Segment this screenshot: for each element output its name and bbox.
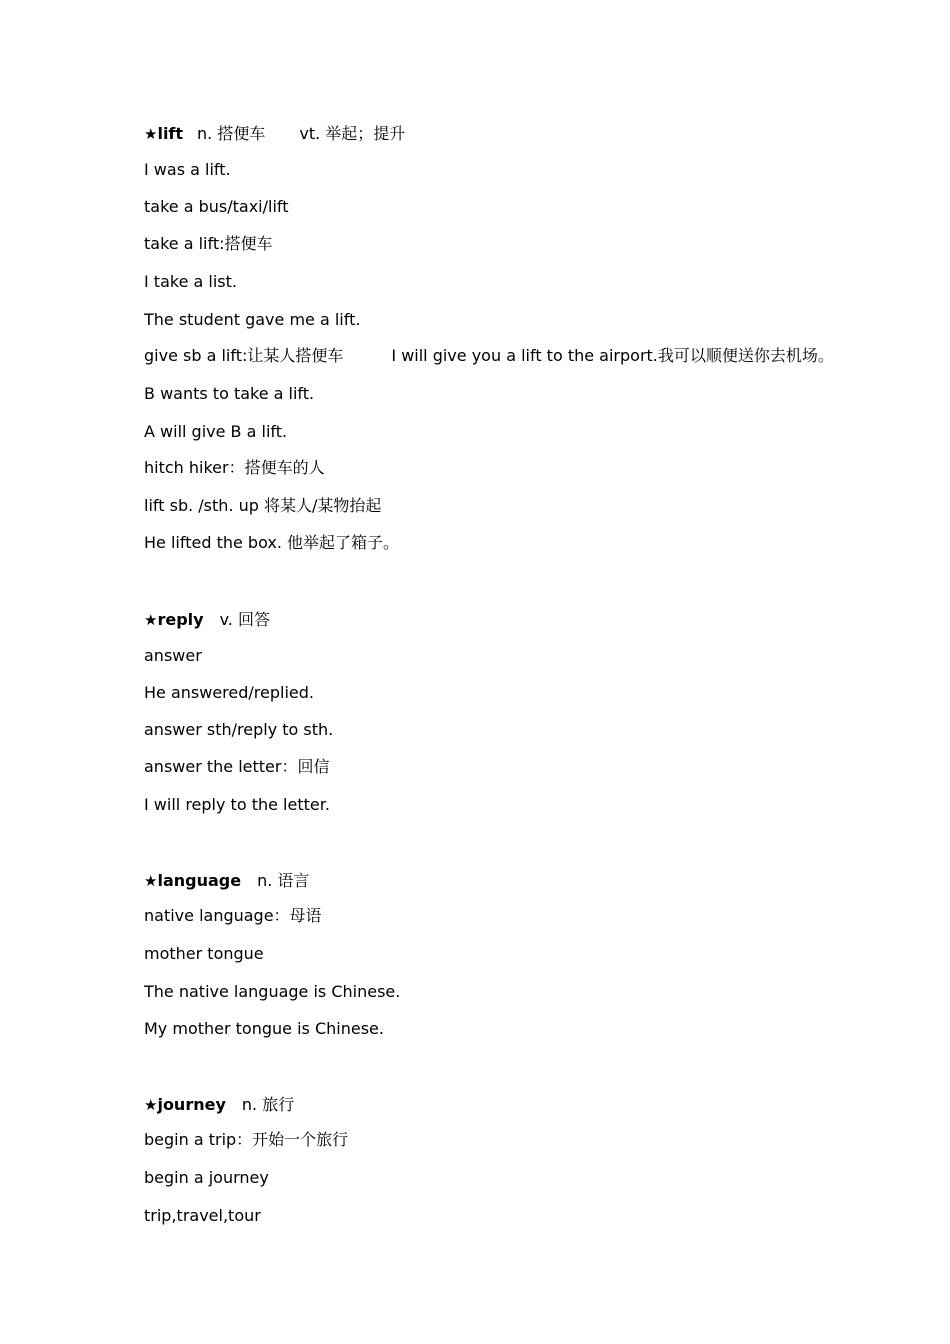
entry-heading-language — [144, 871, 309, 891]
example-line-pair — [144, 346, 834, 366]
headword: journey — [157, 1095, 226, 1114]
example-line: answer the letter：回信 — [144, 757, 330, 776]
star-icon: ★ — [144, 1096, 158, 1114]
example-line: answer — [144, 646, 202, 665]
definition: 搭便车 — [217, 124, 266, 143]
example-phrase: give sb a lift:让某人搭便车 — [144, 346, 344, 365]
headword: language — [157, 871, 242, 890]
example-line: My mother tongue is Chinese. — [144, 1019, 384, 1038]
example-line: take a bus/taxi/lift — [144, 197, 289, 216]
example-line: A will give B a lift. — [144, 422, 288, 441]
definition: 举起；提升 — [325, 124, 406, 143]
star-icon: ★ — [144, 125, 158, 143]
example-line: trip,travel,tour — [144, 1206, 261, 1225]
definition: 语言 — [277, 871, 310, 890]
example-line: hitch hiker：搭便车的人 — [144, 458, 325, 477]
part-of-speech: vt. — [299, 124, 321, 143]
star-icon: ★ — [144, 611, 158, 629]
example-line: B wants to take a lift. — [144, 384, 315, 403]
example-line: lift sb. /sth. up 将某人/某物抬起 — [144, 496, 382, 515]
part-of-speech: n. — [197, 124, 213, 143]
example-line: answer sth/reply to sth. — [144, 720, 334, 739]
example-line: begin a journey — [144, 1168, 269, 1187]
example-line: He lifted the box. 他举起了箱子。 — [144, 533, 400, 552]
entry-heading-journey — [144, 1095, 294, 1115]
example-line: He answered/replied. — [144, 683, 314, 702]
headword: reply — [157, 610, 204, 629]
part-of-speech: n. — [241, 1095, 258, 1114]
entry-heading-lift — [144, 124, 405, 144]
entry-heading-reply — [144, 610, 270, 630]
part-of-speech: n. — [257, 871, 273, 890]
example-line: I was a lift. — [144, 160, 231, 179]
star-icon: ★ — [144, 872, 158, 890]
definition: 回答 — [237, 610, 270, 629]
headword: lift — [157, 124, 184, 143]
example-sentence: I will give you a lift to the airport.我可以顺便送你去机场。 — [391, 346, 834, 365]
example-line: The native language is Chinese. — [144, 982, 401, 1001]
definition: 旅行 — [262, 1095, 295, 1114]
example-line: begin a trip：开始一个旅行 — [144, 1130, 349, 1149]
example-line: I take a list. — [144, 272, 237, 291]
example-line: take a lift:搭便车 — [144, 234, 273, 253]
example-line: The student gave me a lift. — [144, 310, 361, 329]
example-line: native language：母语 — [144, 906, 322, 925]
example-line: I will reply to the letter. — [144, 795, 330, 814]
example-line: mother tongue — [144, 944, 264, 963]
part-of-speech: v. — [219, 610, 233, 629]
